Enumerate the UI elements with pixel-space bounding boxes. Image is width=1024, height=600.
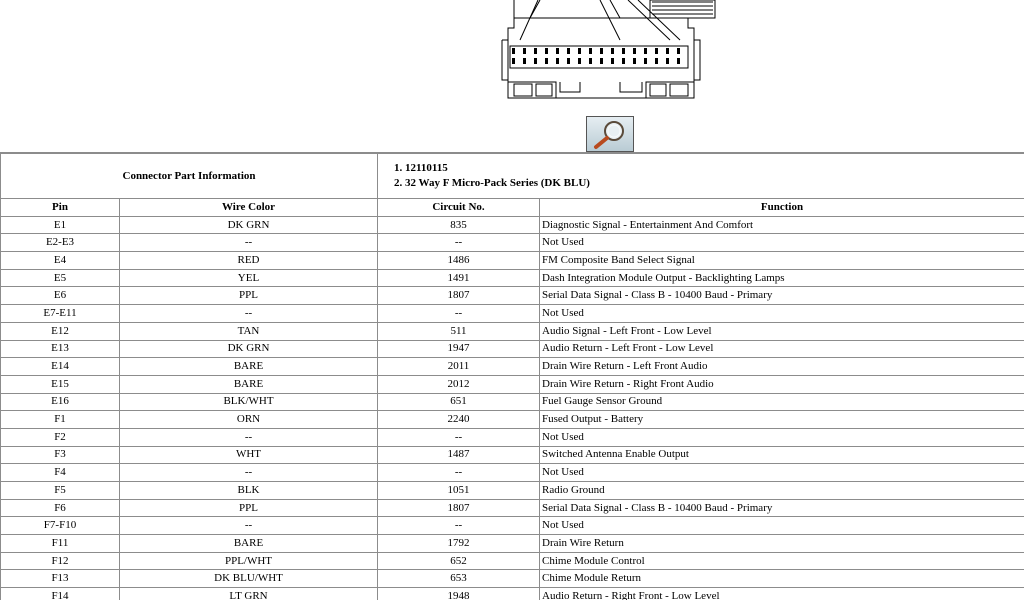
wire-color-cell: --: [120, 428, 378, 446]
pin-cell: E14: [1, 358, 120, 376]
connector-info-row: [1, 154, 1024, 199]
magnifier-icon: [587, 117, 633, 151]
function-cell: Not Used: [540, 234, 1024, 252]
table-row: [1, 393, 1024, 411]
table-row: [1, 482, 1024, 500]
function-cell: Not Used: [540, 428, 1024, 446]
function-cell: Dash Integration Module Output - Backlighting Lamps: [540, 269, 1024, 287]
wire-color-cell: PPL/WHT: [120, 552, 378, 570]
circuit-cell: 1486: [378, 252, 540, 270]
wire-color-cell: PPL: [120, 499, 378, 517]
circuit-cell: --: [378, 517, 540, 535]
pin-cell: E5: [1, 269, 120, 287]
pin-cell: E13: [1, 340, 120, 358]
function-cell: Audio Return - Right Front - Low Level: [540, 588, 1024, 600]
function-cell: Radio Ground: [540, 482, 1024, 500]
table-row: [1, 588, 1024, 600]
pin-cell: E2-E3: [1, 234, 120, 252]
pin-cell: F1: [1, 411, 120, 429]
circuit-cell: 653: [378, 570, 540, 588]
function-cell: Drain Wire Return - Left Front Audio: [540, 358, 1024, 376]
table-row: [1, 375, 1024, 393]
wire-color-cell: DK GRN: [120, 340, 378, 358]
pin-cell: E1: [1, 216, 120, 234]
function-cell: Serial Data Signal - Class B - 10400 Baud - Primary: [540, 287, 1024, 305]
function-cell: Not Used: [540, 517, 1024, 535]
function-cell: Switched Antenna Enable Output: [540, 446, 1024, 464]
circuit-cell: --: [378, 234, 540, 252]
table-row: [1, 552, 1024, 570]
table-row: [1, 287, 1024, 305]
table-row: [1, 216, 1024, 234]
pin-cell: E15: [1, 375, 120, 393]
table-row: [1, 252, 1024, 270]
wire-color-cell: --: [120, 234, 378, 252]
circuit-cell: 1792: [378, 535, 540, 553]
wire-color-cell: --: [120, 464, 378, 482]
pin-cell: F14: [1, 588, 120, 600]
wire-color-cell: YEL: [120, 269, 378, 287]
connector-description: 2. 32 Way F Micro-Pack Series (DK BLU): [394, 177, 590, 189]
wire-color-cell: WHT: [120, 446, 378, 464]
function-cell: Not Used: [540, 305, 1024, 323]
table-row: [1, 464, 1024, 482]
table-row: [1, 499, 1024, 517]
circuit-cell: 835: [378, 216, 540, 234]
circuit-cell: 1487: [378, 446, 540, 464]
connector-table: [0, 153, 1024, 600]
pin-cell: F5: [1, 482, 120, 500]
table-row: [1, 517, 1024, 535]
function-cell: Drain Wire Return - Right Front Audio: [540, 375, 1024, 393]
wire-color-cell: DK BLU/WHT: [120, 570, 378, 588]
circuit-cell: 652: [378, 552, 540, 570]
pin-cell: E7-E11: [1, 305, 120, 323]
pin-cell: E6: [1, 287, 120, 305]
table-row: [1, 446, 1024, 464]
function-cell: Fused Output - Battery: [540, 411, 1024, 429]
connector-part-number: 1. 12110115: [394, 162, 448, 174]
table-row: [1, 358, 1024, 376]
circuit-cell: 1807: [378, 287, 540, 305]
wire-color-cell: ORN: [120, 411, 378, 429]
wire-color-cell: TAN: [120, 322, 378, 340]
circuit-cell: 2011: [378, 358, 540, 376]
wire-color-cell: BARE: [120, 535, 378, 553]
header-pin: Pin: [1, 199, 120, 217]
circuit-cell: --: [378, 464, 540, 482]
circuit-cell: 2012: [378, 375, 540, 393]
function-cell: FM Composite Band Select Signal: [540, 252, 1024, 270]
circuit-cell: 651: [378, 393, 540, 411]
table-row: [1, 340, 1024, 358]
connector-diagram: [500, 0, 720, 112]
wire-color-cell: --: [120, 305, 378, 323]
circuit-cell: 511: [378, 322, 540, 340]
wire-color-cell: DK GRN: [120, 216, 378, 234]
function-cell: Chime Module Return: [540, 570, 1024, 588]
pin-cell: E16: [1, 393, 120, 411]
table-row: [1, 322, 1024, 340]
function-cell: Drain Wire Return: [540, 535, 1024, 553]
pin-cell: F2: [1, 428, 120, 446]
function-cell: Serial Data Signal - Class B - 10400 Baud - Primary: [540, 499, 1024, 517]
table-row: [1, 411, 1024, 429]
wire-color-cell: BLK: [120, 482, 378, 500]
table-row: [1, 428, 1024, 446]
wire-color-cell: BLK/WHT: [120, 393, 378, 411]
pin-cell: F6: [1, 499, 120, 517]
circuit-cell: 1948: [378, 588, 540, 600]
pin-cell: F12: [1, 552, 120, 570]
pin-cell: E12: [1, 322, 120, 340]
function-cell: Diagnostic Signal - Entertainment And Comfort: [540, 216, 1024, 234]
circuit-cell: 1491: [378, 269, 540, 287]
connector-info-list: [378, 154, 1024, 199]
table-row: [1, 234, 1024, 252]
pin-cell: F11: [1, 535, 120, 553]
wire-color-cell: PPL: [120, 287, 378, 305]
function-cell: Audio Return - Left Front - Low Level: [540, 340, 1024, 358]
function-cell: Audio Signal - Left Front - Low Level: [540, 322, 1024, 340]
pin-cell: E4: [1, 252, 120, 270]
wire-color-cell: --: [120, 517, 378, 535]
connector-info-label: Connector Part Information: [1, 154, 378, 199]
function-cell: Fuel Gauge Sensor Ground: [540, 393, 1024, 411]
circuit-cell: --: [378, 305, 540, 323]
function-cell: Chime Module Control: [540, 552, 1024, 570]
header-circuit: Circuit No.: [378, 199, 540, 217]
wire-color-cell: LT GRN: [120, 588, 378, 600]
wire-color-cell: BARE: [120, 358, 378, 376]
header-function: Function: [540, 199, 1024, 217]
wire-color-cell: RED: [120, 252, 378, 270]
circuit-cell: 1947: [378, 340, 540, 358]
circuit-cell: 2240: [378, 411, 540, 429]
wire-color-cell: BARE: [120, 375, 378, 393]
table-row: [1, 269, 1024, 287]
table-row: [1, 535, 1024, 553]
table-header-row: [1, 199, 1024, 217]
pin-cell: F13: [1, 570, 120, 588]
pin-cell: F3: [1, 446, 120, 464]
circuit-cell: 1051: [378, 482, 540, 500]
function-cell: Not Used: [540, 464, 1024, 482]
zoom-button[interactable]: [586, 116, 634, 152]
pin-cell: F7-F10: [1, 517, 120, 535]
pin-cell: F4: [1, 464, 120, 482]
header-wire-color: Wire Color: [120, 199, 378, 217]
circuit-cell: 1807: [378, 499, 540, 517]
table-row: [1, 570, 1024, 588]
circuit-cell: --: [378, 428, 540, 446]
table-row: [1, 305, 1024, 323]
